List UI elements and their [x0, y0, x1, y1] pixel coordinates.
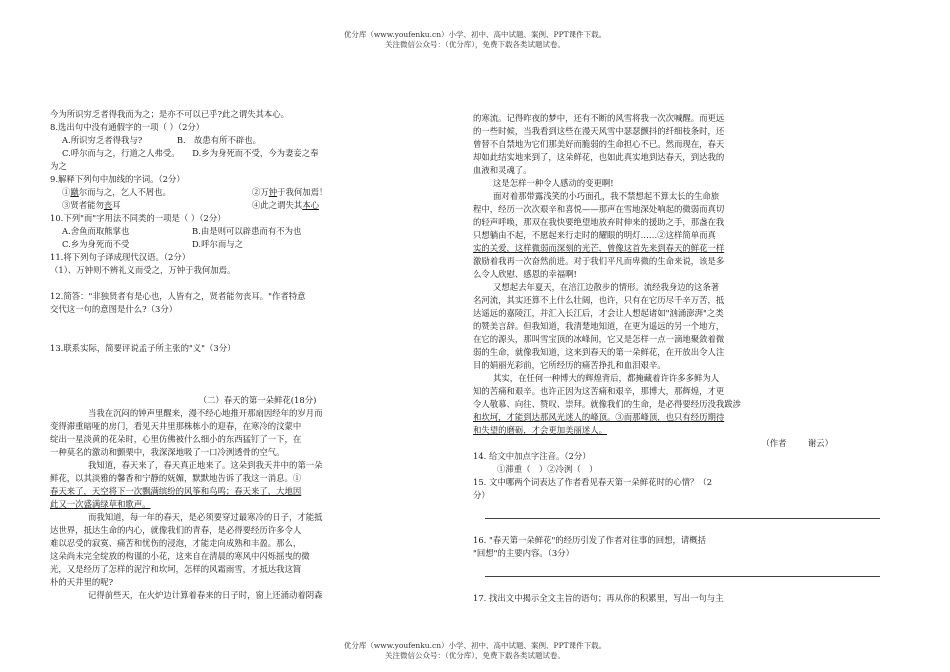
paragraph-line: 和坎坷，才能到达那风光迷人的峰顶。③而那峰顶，也只有经历期待	[473, 412, 725, 422]
question-9-items-1	[50, 186, 465, 199]
option-d: D.呼尔而与之	[192, 239, 243, 249]
paragraph-line: 和失望的磨砺，才会更加美丽迷人。	[473, 425, 607, 435]
author-label: （作者	[761, 438, 787, 448]
question-15-line-1: 15. 文中哪两个词表达了作者看见春天第一朵鲜花时的心情？（2	[473, 477, 713, 487]
question-10: 10.下列"而"字用法不同类的一项是（ ）（2分）	[50, 213, 226, 223]
paragraph-line: 目的娟丽光彩前，它所经历的痛苦挣扎和血泪艰辛。	[473, 360, 666, 370]
question-12-line-1: 12.简答："非独贤者有是心也，人皆有之，贤者能勿丧耳。"作者特意	[50, 291, 306, 301]
paragraph-line: 程中，经历一次次艰辛和喜悦——那声在雪地深处响起的微弱而真切	[473, 204, 725, 214]
q9-item-3: ③贤者能勿丧耳	[62, 200, 121, 210]
paragraph-line: 曾替不自禁地为它们那美好而脆弱的生命担心不已。然而现在，春天	[473, 139, 725, 149]
answer-line[interactable]	[485, 508, 880, 519]
question-11: 11.将下列句子译成现代汉语。（2分）	[50, 252, 191, 262]
q9-item-1: ①蹴尔而与之，乞人不屑也。	[62, 187, 171, 197]
paragraph-line: 这是怎样一种令人感动的变更啊!	[493, 178, 614, 188]
paragraph-line: 令人敬慕、向往、赞叹、崇拜。就像我们的生命，是必得要经历没我跋涉	[473, 399, 741, 409]
paragraph-line: 的一些时候，当我看到这些在漫天风雪中瑟瑟颤抖的纤细枝条时，还	[473, 126, 725, 136]
option-a: A.舍鱼而取熊掌也	[62, 226, 130, 236]
paragraph-line: 的赞美言辞。但我知道，我清楚地知道，在更为遥远的另一个地方，	[473, 321, 725, 331]
question-11-item: （1）、万钟则不辨礼义而受之，万钟于我何加焉。	[50, 265, 236, 275]
question-8-option-d-cont: 为之	[50, 161, 67, 171]
question-9-items-2	[50, 199, 465, 212]
paragraph-line: 激励着我再一次奋然前进。对于我们平凡而卑微的生命来说，该是多	[473, 256, 725, 266]
question-8-options-cd: C.呼尔而与之，行道之人弗受。 D.乡为身死而不受，今为妻妾之奉	[62, 148, 319, 158]
question-8: 8.选出句中没有通假字的一项（ ）（2分）	[50, 122, 205, 132]
header-line-1: 优分库（www.youfenku.cn）小学、初中、高中试题、案例、PPT课件下载。	[343, 30, 607, 39]
paragraph-line: 达遥远的嘉陵江，并汇入长江后，才会让人想起诸如"汹涌澎湃"之类	[473, 308, 724, 318]
question-8-options-ab	[50, 134, 465, 147]
footer-line-2: 关注微信公众号：（优分库），免费下载各类试题试卷。	[385, 651, 565, 660]
question-12-line-2: 交代这一句的意图是什么?（3分）	[50, 304, 178, 314]
paragraph-4-line: 记得前些天，在火炉边计算着春来的日子时，窗上还涌动着阴森	[88, 590, 323, 600]
question-17: 17. 找出文中揭示全文主旨的语句；再从你的积累里，写出一句与主	[473, 593, 724, 603]
paragraph-2-line: 春天来了，天空将下一次飘满缤纷的风筝和鸟鸣；春天来了，大地因	[50, 486, 302, 496]
paragraph-line: 的轻声呼唤，那双在我快要绝望地放弃时伸来的援助之手，那盏在我	[473, 217, 725, 227]
question-14: 14. 给文中加点字注音。（2分）	[473, 451, 591, 461]
paragraph-line: 么令人欣慰、感恩的幸福啊!	[473, 269, 577, 279]
q9-item-2: ②万钟于我何加焉！	[252, 187, 328, 197]
paragraph-3-line: 达世界，抵达生命的内心，就像我们的青春，是必得要经历许多令人	[50, 525, 302, 535]
left-column	[50, 108, 465, 602]
question-14-items: ①滞重（ ）②冷洌（ ）	[497, 464, 598, 474]
paragraph-line: 弱的生命，就像我知道，这来到春天的第一朵鲜花，在开放出令人注	[473, 347, 725, 357]
option-b: B.由是则可以辟患而有不为也	[192, 226, 302, 236]
page-header	[0, 30, 950, 50]
text-line: 今为所识穷乏者得我而为之；是亦不可以已乎?此之谓失其本心。	[50, 109, 289, 119]
right-column	[473, 112, 898, 605]
page-footer	[0, 641, 950, 661]
paragraph-1-line: 一种莫名的激动和颤栗中，我深深地吸了一口冷洌透骨的空气。	[50, 447, 285, 457]
option-b: B. 故患有所不辟也。	[176, 135, 262, 145]
author-line	[473, 437, 898, 450]
option-a: A.所识穷乏者得我与?	[62, 135, 143, 145]
paragraph-3-line: 而我知道，每一年的春天，是必须要穿过最寒冷的日子，才能抵	[88, 512, 323, 522]
section-title: （二）春天的第一朵鲜花(18分)	[198, 395, 317, 405]
paragraph-line: 却如此结实地来到了，这朵鲜花，也如此真实地到达春天，到达我的	[473, 152, 725, 162]
author-name: 谢云）	[807, 438, 833, 448]
footer-line-1: 优分库（www.youfenku.cn）小学、初中、高中试题、案例、PPT课件下载。	[343, 641, 607, 650]
question-15-line-2: 分）	[473, 490, 490, 500]
paragraph-line: 在它的源头，那叫雪宝顶的冰峰间，它又是怎样一点一滴地聚敛着微	[473, 334, 725, 344]
question-16-line-2: "回想"的主要内容。（3分）	[473, 548, 574, 558]
paragraph-2-line: 鲜花，以其淡雅的馨香和宁静的妩媚，默默地告诉了我这一消息。①	[50, 473, 302, 483]
paragraph-line: 又想起去年夏天，在涪江边散步的情形。流经我身边的这条著	[493, 282, 720, 292]
question-9: 9.解释下列句中加线的字词。（2分）	[50, 174, 185, 184]
question-10-options-cd	[50, 238, 465, 251]
paragraph-1-line: 变得滞重暗哑的房门，看见天井里那株栋小的迎春，在寒冷的汶蒙中	[50, 421, 302, 431]
paragraph-line: 名河流，其实还算不上什么壮阔，也许，只有在它历尽千辛万苦，抵	[473, 295, 725, 305]
paragraph-1-line: 绽出一星淡黄的花朵时，心里仿佛被什么细小的东西猛钉了一下，在	[50, 434, 302, 444]
question-13: 13.联系实际，简要评说孟子所主张的"义"（3分）	[50, 343, 236, 353]
paragraph-line: 面对着那带露浅笑的小巧面孔，我不禁想起不算太长的生命旅	[493, 191, 720, 201]
paragraph-line: 只想躺由不起，不愿起来行走时的耀眼的明灯……②这样简单而真	[473, 230, 716, 240]
paragraph-1-line: 当我在沉闷的钟声里醒来，漫不经心地推开那扇因经年的岁月而	[88, 408, 323, 418]
paragraph-3-line: 光，又是经历了怎样的泥泞和坎坷，怎样的风霜雨雪，才抵达我这简	[50, 564, 302, 574]
paragraph-2-line: 我知道，春天来了，春天真正地来了。这朵到我天井中的第一朵	[88, 460, 323, 470]
question-10-options-ab	[50, 225, 465, 238]
paragraph-line: 实的关爱，这样微弱而深刻的光芒，曾像这首先来到春天的鲜花一样	[473, 243, 725, 253]
option-c: C.乡为身死而不受	[62, 239, 130, 249]
paragraph-3-line: 朴的天井里的呢?	[50, 577, 114, 587]
paragraph-line: 其实，在任何一种博大的辉煌背后，都掩藏着许许多多鲜为人	[493, 373, 720, 383]
paragraph-3-line: 这朵尚未完全绽放的构谨的小花，这来自在清晨的寒风中闪烁摇曳的微	[50, 551, 310, 561]
answer-line[interactable]	[485, 566, 880, 577]
q9-item-4: ④此之谓失其本心	[252, 200, 319, 210]
paragraph-line: 知的苦痛和艰辛。也许正因为这苦痛和艰辛，那博大，那辉煌，才更	[473, 386, 725, 396]
paragraph-2-line: 此又一次盛满绿草和歌声。	[50, 499, 151, 509]
paragraph-line: 血液和灵魂了。	[473, 165, 532, 175]
header-line-2: 关注微信公众号：（优分库），免费下载各类试题试卷。	[385, 40, 565, 49]
paragraph-line: 的寒流。记得昨夜的梦中，还有不断的风雪将我一次次喊醒。而更远	[473, 113, 725, 123]
paragraph-3-line: 难以忍受的寂寞、痛苦和忧伤的浸泡，才能走向成熟和丰盈。那么，	[50, 538, 302, 548]
question-16-line-1: 16. "春天第一朵鲜花"的经历引发了作者对往事的回想，请概括	[473, 535, 707, 545]
